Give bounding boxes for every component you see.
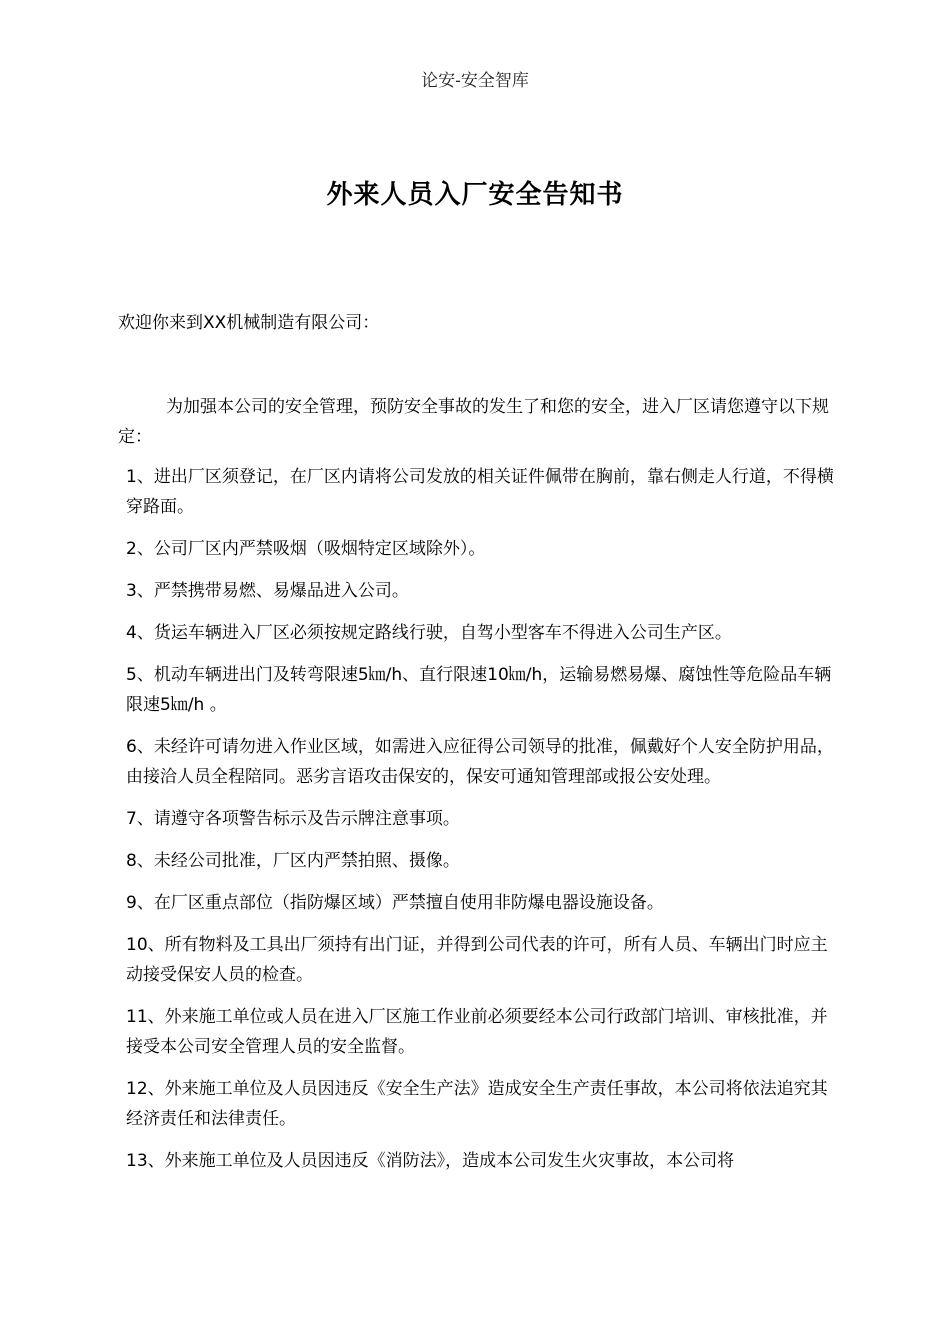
rule-item: 8、未经公司批准，厂区内严禁拍照、摄像。 [126,851,460,871]
rule-item: 3、严禁携带易燃、易爆品进入公司。 [126,581,409,601]
rule-item: 11、外来施工单位或人员在进入厂区施工作业前必须要经本公司行政部门培训、审核批准，并接受本公司安全管理人员的安全监督。 [126,1007,828,1057]
document-title: 外来人员入厂安全告知书 [326,180,624,210]
rule-item: 5、机动车辆进出门及转弯限速5㎞/h、直行限速10㎞/h，运输易燃易爆、腐蚀性等危险品车辆限速5㎞/h 。 [126,665,832,715]
rule-item: 2、公司厂区内严禁吸烟（吸烟特定区域除外）。 [126,539,486,559]
rule-item: 10、所有物料及工具出厂须持有出门证，并得到公司代表的许可，所有人员、车辆出门时应主动接受保安人员的检查。 [126,935,828,985]
rule-item: 7、请遵守各项警告标示及告示牌注意事项。 [126,809,460,829]
intro-paragraph: 为加强本公司的安全管理，预防安全事故的发生了和您的安全，进入厂区请您遵守以下规定： [118,397,829,447]
greeting-line: 欢迎你来到XX机械制造有限公司： [118,313,380,333]
page-header: 论安-安全智库 [421,71,529,91]
rule-item: 4、货运车辆进入厂区必须按规定路线行驶，自驾小型客车不得进入公司生产区。 [126,623,732,643]
document-body [118,392,834,1188]
rule-item: 9、在厂区重点部位（指防爆区域）严禁擅自使用非防爆电器设施设备。 [126,893,664,913]
rule-item: 6、未经许可请勿进入作业区域，如需进入应征得公司领导的批准，佩戴好个人安全防护用品，由接洽人员全程陪同。恶劣言语攻击保安的，保安可通知管理部或报公安处理。 [126,737,834,787]
rule-item: 12、外来施工单位及人员因违反《安全生产法》造成安全生产责任事故，本公司将依法追究其经济责任和法律责任。 [126,1079,828,1129]
rule-item: 1、进出厂区须登记，在厂区内请将公司发放的相关证件佩带在胸前，靠右侧走人行道，不得横穿路面。 [126,467,834,517]
rule-item: 13、外来施工单位及人员因违反《消防法》，造成本公司发生火灾事故，本公司将 [126,1151,735,1171]
